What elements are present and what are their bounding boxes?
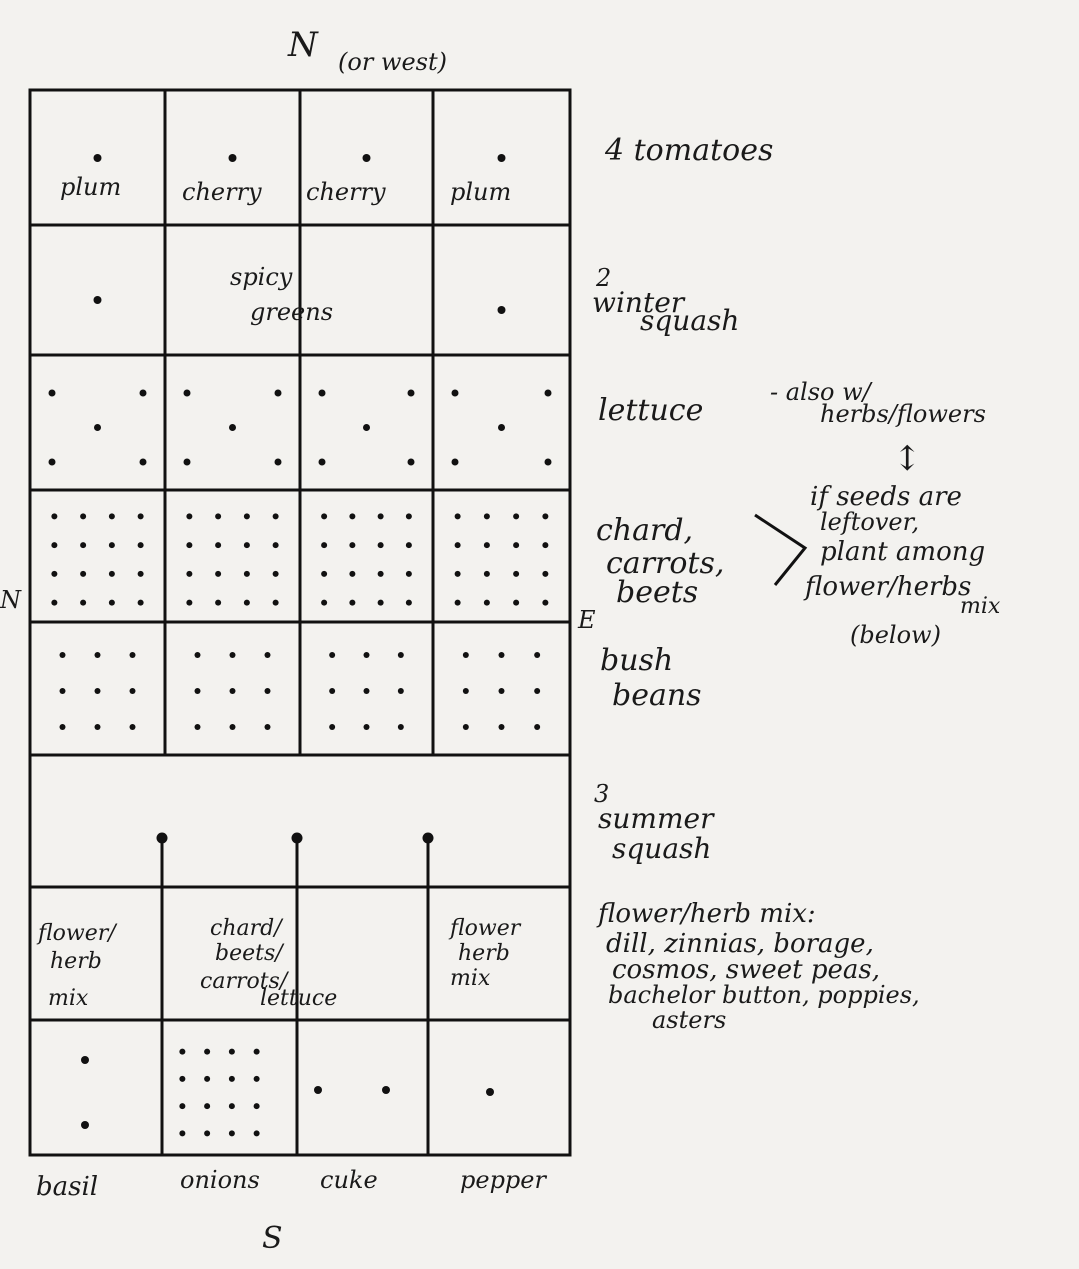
plant-dot bbox=[186, 542, 192, 548]
plant-dot bbox=[94, 296, 102, 304]
plant-dot bbox=[378, 542, 384, 548]
plant-dot bbox=[109, 513, 115, 519]
plant-dot bbox=[244, 571, 250, 577]
plant-dot bbox=[406, 600, 412, 606]
plant-dot bbox=[229, 1049, 235, 1055]
plant-dot bbox=[273, 571, 279, 577]
row-label-line: squash bbox=[612, 832, 712, 865]
plant-dot bbox=[273, 513, 279, 519]
row-label-line: bachelor button, poppies, bbox=[608, 981, 920, 1009]
cell-label-greens: greens bbox=[250, 298, 334, 326]
plant-dot bbox=[204, 1130, 210, 1136]
plant-dot bbox=[204, 1049, 210, 1055]
plant-dot bbox=[349, 513, 355, 519]
plant-dot bbox=[321, 542, 327, 548]
plant-dot bbox=[455, 513, 461, 519]
plant-dot bbox=[329, 688, 335, 694]
note-line: (below) bbox=[850, 621, 941, 649]
plant-dot bbox=[499, 724, 505, 730]
plant-dot bbox=[513, 542, 519, 548]
plant-dot bbox=[314, 1086, 322, 1094]
plant-dot bbox=[542, 600, 548, 606]
plant-dot bbox=[463, 724, 469, 730]
plant-dot bbox=[254, 1049, 260, 1055]
plant-dot bbox=[463, 652, 469, 658]
plant-dot bbox=[195, 652, 201, 658]
plant-dot bbox=[184, 459, 191, 466]
plant-dot bbox=[349, 571, 355, 577]
plant-dot bbox=[349, 600, 355, 606]
cell-text: herb bbox=[458, 941, 510, 966]
plant-dot bbox=[184, 390, 191, 397]
plant-dot bbox=[49, 390, 56, 397]
note-line: herbs/flowers bbox=[820, 400, 986, 428]
plant-dot bbox=[455, 542, 461, 548]
plant-dot bbox=[319, 390, 326, 397]
plant-dot bbox=[186, 513, 192, 519]
plant-dot bbox=[364, 724, 370, 730]
cell-chard-beets-carrots-lettuce bbox=[200, 916, 337, 1011]
plant-dot bbox=[398, 688, 404, 694]
plant-dot bbox=[484, 513, 490, 519]
plant-dot bbox=[484, 600, 490, 606]
plant-dot bbox=[273, 542, 279, 548]
plant-dot bbox=[513, 600, 519, 606]
plant-dot bbox=[542, 571, 548, 577]
plant-dot bbox=[229, 154, 237, 162]
squash-plant-dot bbox=[423, 833, 434, 844]
row-label-summer-squash bbox=[594, 780, 715, 865]
plant-dot bbox=[204, 1103, 210, 1109]
plant-dot bbox=[140, 390, 147, 397]
plant-dot bbox=[81, 1056, 89, 1064]
plant-dot bbox=[378, 571, 384, 577]
row-label-line: beans bbox=[612, 678, 702, 713]
plant-dot bbox=[398, 724, 404, 730]
note-line: mix bbox=[960, 594, 1001, 619]
squash-plant-dot bbox=[157, 833, 168, 844]
plant-dot bbox=[254, 1076, 260, 1082]
cell-text: beets/ bbox=[215, 941, 283, 966]
cell-flower-herb-mix-left bbox=[36, 921, 118, 1011]
plant-dot bbox=[130, 724, 136, 730]
plant-dot bbox=[140, 459, 147, 466]
plant-dot bbox=[254, 1130, 260, 1136]
plant-dot bbox=[130, 688, 136, 694]
note-line: flower/herbs bbox=[805, 572, 972, 602]
note-line: plant among bbox=[820, 537, 986, 567]
plant-dot bbox=[275, 459, 282, 466]
cell-text: chard/ bbox=[210, 916, 282, 941]
cell-label-plum: plum bbox=[60, 173, 122, 201]
plant-dot bbox=[382, 1086, 390, 1094]
row-label-line: summer bbox=[598, 802, 714, 835]
row-label-line: 2 bbox=[596, 264, 612, 292]
row-label-tomatoes: 4 tomatoes bbox=[605, 133, 774, 168]
plant-dot bbox=[130, 652, 136, 658]
cell-label-cherry: cherry bbox=[182, 178, 262, 206]
cell-text: mix bbox=[48, 986, 89, 1011]
plant-dot bbox=[244, 513, 250, 519]
plant-dot bbox=[179, 1076, 185, 1082]
plant-dot bbox=[545, 390, 552, 397]
plant-dot bbox=[319, 459, 326, 466]
plant-dot bbox=[545, 459, 552, 466]
north-label: N bbox=[288, 25, 318, 65]
cell-label-spicy: spicy bbox=[230, 263, 293, 291]
plant-dot bbox=[499, 688, 505, 694]
plant-dot bbox=[195, 724, 201, 730]
plant-dot bbox=[265, 652, 271, 658]
plant-dot bbox=[230, 652, 236, 658]
note-leftover-seeds bbox=[803, 482, 1001, 649]
plant-dot bbox=[204, 1076, 210, 1082]
bottom-label-onions: onions bbox=[180, 1166, 260, 1194]
plant-dot bbox=[455, 600, 461, 606]
plant-dot bbox=[244, 600, 250, 606]
plant-dot bbox=[534, 652, 540, 658]
plant-dot bbox=[80, 600, 86, 606]
note-line: leftover, bbox=[820, 508, 920, 536]
plant-dot bbox=[94, 424, 101, 431]
plant-dot bbox=[463, 688, 469, 694]
plant-dot bbox=[95, 652, 101, 658]
plant-dot bbox=[349, 542, 355, 548]
plant-dot bbox=[51, 542, 57, 548]
plant-dot bbox=[408, 390, 415, 397]
bottom-label-cuke: cuke bbox=[320, 1166, 378, 1194]
plant-dot bbox=[138, 542, 144, 548]
plant-dot bbox=[265, 724, 271, 730]
plant-dot bbox=[49, 459, 56, 466]
plant-dot bbox=[378, 600, 384, 606]
plant-dot bbox=[542, 513, 548, 519]
plant-dot bbox=[230, 724, 236, 730]
plant-dot bbox=[138, 513, 144, 519]
row-label-winter-squash bbox=[592, 264, 739, 337]
plant-dot bbox=[95, 724, 101, 730]
plant-dot bbox=[229, 424, 236, 431]
cell-text: flower/ bbox=[38, 921, 116, 946]
cell-label-cherry: cherry bbox=[306, 178, 386, 206]
plant-dot bbox=[60, 652, 66, 658]
plant-dot bbox=[364, 688, 370, 694]
plant-dot bbox=[51, 571, 57, 577]
plant-dot bbox=[51, 513, 57, 519]
plant-dot bbox=[80, 513, 86, 519]
plant-dot bbox=[109, 571, 115, 577]
plant-dot bbox=[273, 600, 279, 606]
plant-dot bbox=[230, 688, 236, 694]
plant-dot bbox=[229, 1103, 235, 1109]
plant-dot bbox=[452, 459, 459, 466]
cell-text: herb bbox=[50, 949, 102, 974]
plant-dot bbox=[254, 1103, 260, 1109]
plant-dot bbox=[195, 688, 201, 694]
row-label-line: squash bbox=[640, 304, 740, 337]
plant-dot bbox=[265, 688, 271, 694]
plant-dot bbox=[80, 542, 86, 548]
plant-dot bbox=[486, 1088, 494, 1096]
bracket-arrow-icon bbox=[755, 515, 805, 585]
row-label-bush-beans bbox=[600, 643, 702, 713]
plant-dot bbox=[109, 600, 115, 606]
plant-dot bbox=[80, 571, 86, 577]
plant-dot bbox=[513, 571, 519, 577]
plant-dot bbox=[60, 724, 66, 730]
note-line: if seeds are bbox=[810, 482, 962, 512]
plant-dot bbox=[229, 1130, 235, 1136]
plant-dot bbox=[406, 542, 412, 548]
plant-dot bbox=[186, 600, 192, 606]
row-label-line: chard, bbox=[596, 513, 694, 548]
plant-dot bbox=[94, 154, 102, 162]
plant-dot bbox=[138, 571, 144, 577]
plant-dot bbox=[455, 571, 461, 577]
plant-dot bbox=[534, 724, 540, 730]
plant-dot bbox=[398, 652, 404, 658]
row-label-line: winter bbox=[592, 286, 685, 319]
north-note: (or west) bbox=[338, 48, 447, 76]
squash-plant-dot bbox=[292, 833, 303, 844]
plant-dot bbox=[215, 600, 221, 606]
plant-dot bbox=[215, 571, 221, 577]
plant-dot bbox=[363, 154, 371, 162]
row-label-lettuce: lettuce bbox=[598, 393, 704, 428]
plant-dot bbox=[215, 542, 221, 548]
plant-dot bbox=[275, 390, 282, 397]
double-arrow-icon: ↕ bbox=[893, 439, 922, 479]
row-label-flower-herb-mix bbox=[596, 899, 920, 1034]
row-label-line: bush bbox=[600, 643, 674, 678]
plant-dot bbox=[378, 513, 384, 519]
bottom-label-basil: basil bbox=[36, 1172, 99, 1202]
row-label-line: flower/herb mix: bbox=[598, 899, 816, 929]
plant-dot bbox=[95, 688, 101, 694]
plant-dot bbox=[244, 542, 250, 548]
plant-dot bbox=[179, 1049, 185, 1055]
plant-dot bbox=[406, 513, 412, 519]
cell-flower-herb-mix-right bbox=[448, 916, 522, 991]
cell-text: carrots/ bbox=[200, 969, 288, 994]
plant-dot bbox=[51, 600, 57, 606]
plant-dot bbox=[179, 1103, 185, 1109]
north-side-label: N bbox=[0, 586, 21, 614]
plant-dot bbox=[364, 652, 370, 658]
plant-dot bbox=[186, 571, 192, 577]
plant-dot bbox=[534, 688, 540, 694]
plant-dot bbox=[542, 542, 548, 548]
plant-dot bbox=[60, 688, 66, 694]
plant-dot bbox=[321, 571, 327, 577]
plant-dot bbox=[215, 513, 221, 519]
row-label-line: asters bbox=[652, 1006, 727, 1034]
plant-dot bbox=[138, 600, 144, 606]
row-label-line: carrots, bbox=[606, 546, 725, 581]
plant-dot bbox=[484, 571, 490, 577]
east-label: E bbox=[578, 606, 596, 634]
plant-dot bbox=[229, 1076, 235, 1082]
bottom-label-pepper: pepper bbox=[460, 1166, 546, 1194]
row-label-chard-carrots-beets bbox=[596, 513, 724, 610]
plant-dot bbox=[363, 424, 370, 431]
plant-dot bbox=[179, 1130, 185, 1136]
plant-dot bbox=[329, 724, 335, 730]
cell-text: flower bbox=[450, 916, 521, 941]
plant-dot bbox=[484, 542, 490, 548]
cell-text: mix bbox=[450, 966, 491, 991]
plant-dot bbox=[321, 600, 327, 606]
plant-dot bbox=[408, 459, 415, 466]
plant-dot bbox=[406, 571, 412, 577]
south-label: S bbox=[262, 1221, 283, 1256]
plant-dot bbox=[452, 390, 459, 397]
row-label-line: cosmos, sweet peas, bbox=[612, 955, 880, 985]
row-label-line: beets bbox=[616, 575, 699, 610]
plant-dot bbox=[329, 652, 335, 658]
note-line: - also w/ bbox=[770, 378, 871, 406]
cell-label-plum: plum bbox=[450, 178, 512, 206]
cell-text: lettuce bbox=[260, 986, 338, 1011]
note-also-with-herbs-flowers bbox=[770, 378, 986, 428]
plant-dot bbox=[81, 1121, 89, 1129]
plant-dot bbox=[513, 513, 519, 519]
plant-dot bbox=[498, 424, 505, 431]
plant-dot bbox=[498, 306, 506, 314]
plant-dot bbox=[109, 542, 115, 548]
row-label-line: dill, zinnias, borage, bbox=[606, 929, 874, 959]
plant-dot bbox=[499, 652, 505, 658]
row-label-line: 3 bbox=[594, 780, 610, 808]
plant-dot bbox=[321, 513, 327, 519]
plant-dot bbox=[498, 154, 506, 162]
